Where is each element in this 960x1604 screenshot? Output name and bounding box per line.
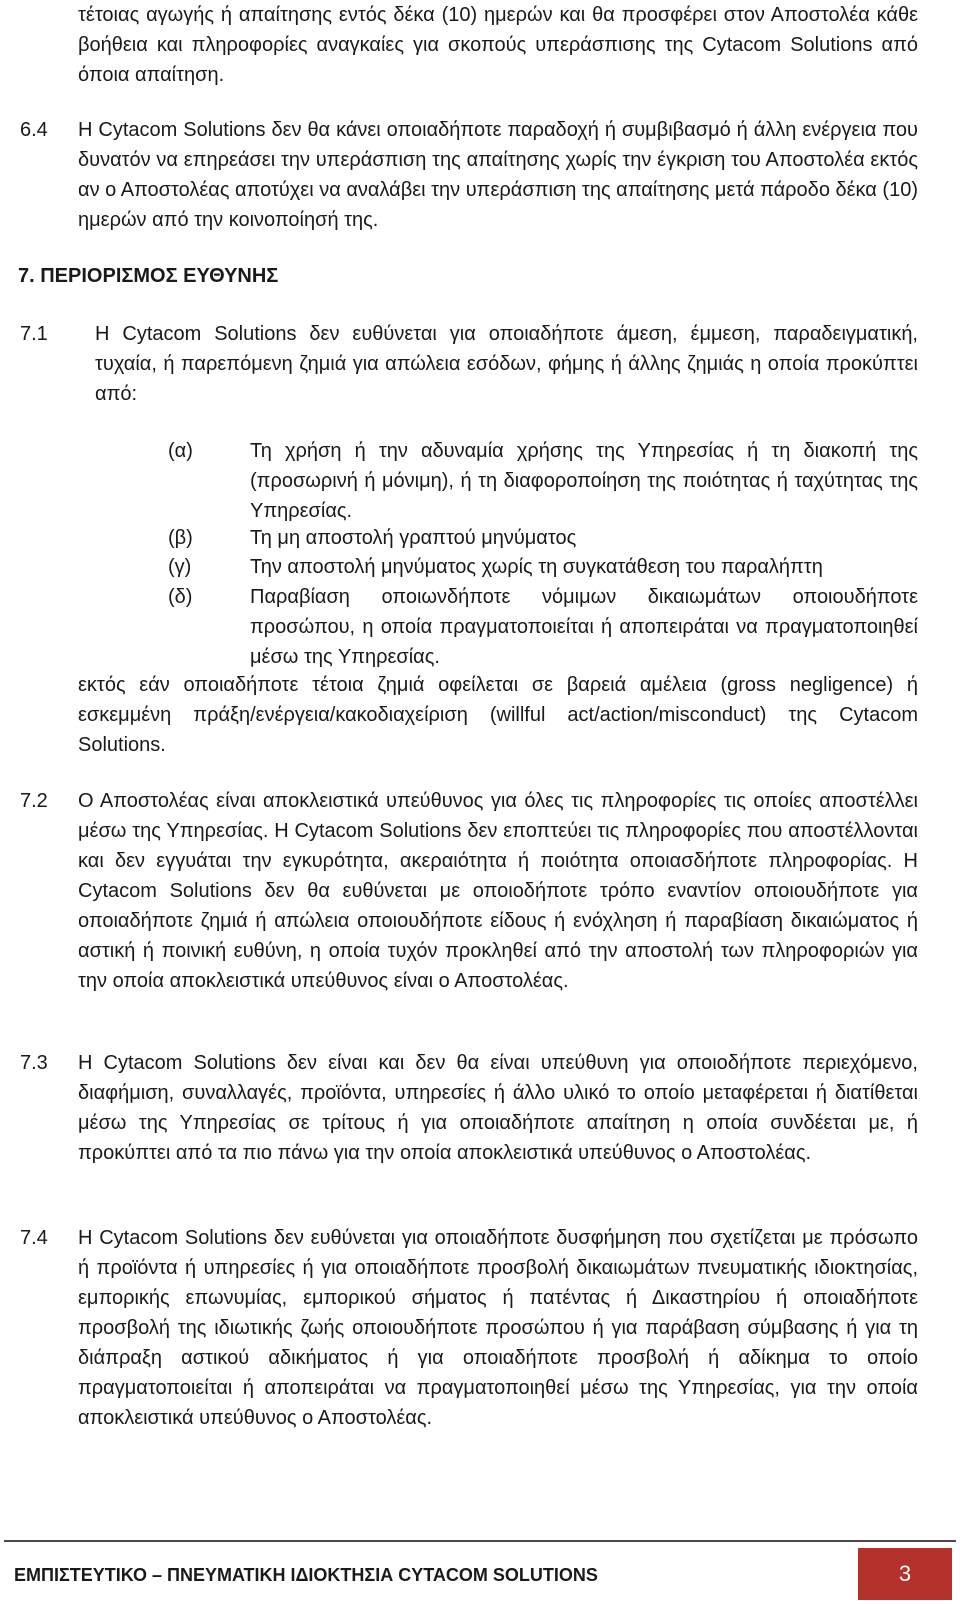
list-item-text: Την αποστολή μηνύματος χωρίς τη συγκατάθεση του παραλήπτη	[250, 556, 823, 578]
page-number: 3	[898, 1561, 912, 1586]
clause-7-4-number: 7.4	[20, 1227, 48, 1249]
clause-7-2-number: 7.2	[20, 790, 48, 812]
list-item-text: Τη χρήση ή την αδυναμία χρήσης της Υπηρεσίας ή τη διακοπή της (προσωρινή ή μόνιμη), ή τη διαφοροποίηση της ποιότητας ή ταχύτητας της Υπηρεσίας.	[250, 440, 918, 522]
clause-7-3-text: Η Cytacom Solutions δεν είναι και δεν θα είναι υπεύθυνη για οποιοδήποτε περιεχόμενο, διαφήμιση, συναλλαγές, προϊόντα, υπηρεσίες ή άλλο υλικό το οποίο μεταφέρεται ή διατίθεται μέσω της Υπηρεσίας σε τρίτους ή για οποιαδήποτε απαίτηση η οποία συνδέεται με, ή προκύπτει από τα πιο πάνω για την οποία αποκλειστικά υπεύθυνος ο Αποστολέας.	[78, 1052, 918, 1164]
clause-7-4-text: Η Cytacom Solutions δεν ευθύνεται για οποιαδήποτε δυσφήμηση που σχετίζεται με πρόσωπο ή προϊόντα ή υπηρεσίες ή για οποιαδήποτε προσβολή δικαιωμάτων πνευματικής ιδιοκτησίας, εμπορικής επωνυμίας, εμπορικού σήματος ή πατέντας ή Δικαστηρίου ή οποιαδήποτε προσβολή της ιδιωτικής ζωής οποιουδήποτε προσώπου ή για παράβαση σύμβασης ή για τη διάπραξη αστικού αδικήματος ή για οποιαδήποτε προσβολή ή αδίκημα το οποίο πραγματοποιείται ή αποπειράται να πραγματοποιηθεί μέσω της Υπηρεσίας, για την οποία αποκλειστικά υπεύθυνος ο Αποστολέας.	[78, 1227, 918, 1429]
page-number-badge	[858, 1548, 952, 1600]
clause-7-1-text: Η Cytacom Solutions δεν ευθύνεται για οποιαδήποτε άμεση, έμμεση, παραδειγματική, τυχαία, ή παρεπόμενη ζημιά για απώλεια εσόδων, φήμης ή άλλης ζημιάς η οποία προκύπτει από:	[95, 323, 918, 405]
list-item-text: Παραβίαση οποιωνδήποτε νόμιμων δικαιωμάτων οποιουδήποτε προσώπου, η οποία πραγματοποιείται ή αποπειράται να πραγματοποιηθεί μέσω της Υπηρεσίας.	[250, 586, 918, 668]
footer-confidential-notice: ΕΜΠΙΣΤΕΥΤΙΚΟ – ΠΝΕΥΜΑΤΙΚΗ ΙΔΙΟΚΤΗΣΙΑ CYTACOM SOLUTIONS	[14, 1565, 598, 1585]
list-item-text: Τη μη αποστολή γραπτού μηνύματος	[250, 527, 577, 549]
footer-divider	[4, 1540, 956, 1542]
clause-6-4-text: Η Cytacom Solutions δεν θα κάνει οποιαδήποτε παραδοχή ή συμβιβασμό ή άλλη ενέργεια που δυνατόν να επηρεάσει την υπεράσπιση της απαίτησης χωρίς την έγκριση του Αποστολέα εκτός αν ο Αποστολέας αποτύχει να αναλάβει την υπεράσπιση της απαίτησης μετά πάροδο δέκα (10) ημερών από την κοινοποίησή της.	[78, 119, 918, 231]
list-item-label: (δ)	[168, 586, 193, 608]
list-item-label: (α)	[168, 440, 193, 462]
clause-6-4-number: 6.4	[20, 119, 48, 141]
clause-7-2-text: Ο Αποστολέας είναι αποκλειστικά υπεύθυνος για όλες τις πληροφορίες τις οποίες αποστέλλει μέσω της Υπηρεσίας. Η Cytacom Solutions δεν εποπτεύει τις πληροφορίες που αποστέλλονται και δεν εγγυάται την εγκυρότητα, ακεραιότητα ή ποιότητα οποιασδήποτε πληροφορίας. Η Cytacom Solutions δεν θα ευθύνεται με οποιοδήποτε τρόπο εναντίον οποιουδήποτε για οποιαδήποτε ζημιά ή απώλεια οποιουδήποτε είδους ή ενόχληση ή παραβίαση δικαιώματος ή αστική ή ποινική ευθύνη, η οποία τυχόν προκληθεί από την αποστολή των πληροφοριών για την οποία αποκλειστικά υπεύθυνος είναι ο Αποστολέας.	[78, 790, 918, 992]
clause-7-1-number: 7.1	[20, 323, 48, 345]
section-6-3-continuation: τέτοιας αγωγής ή απαίτησης εντός δέκα (10) ημερών και θα προσφέρει στον Αποστολέα κάθε βοήθεια και πληροφορίες αναγκαίες για σκοπούς υπεράσπισης της Cytacom Solutions από όποια απαίτηση.	[78, 4, 918, 86]
clause-7-3-number: 7.3	[20, 1052, 48, 1074]
list-item-label: (β)	[168, 527, 193, 549]
list-item-label: (γ)	[168, 556, 192, 578]
clause-7-1-exception: εκτός εάν οποιαδήποτε τέτοια ζημιά οφείλεται σε βαρειά αμέλεια (gross negligence) ή εσκεμμένη πράξη/ενέργεια/κακοδιαχείριση (willful act/action/misconduct) της Cytacom Solutions.	[78, 674, 918, 756]
section-7-heading: 7. ΠΕΡΙΟΡΙΣΜΟΣ ΕΥΘΥΝΗΣ	[18, 265, 279, 287]
